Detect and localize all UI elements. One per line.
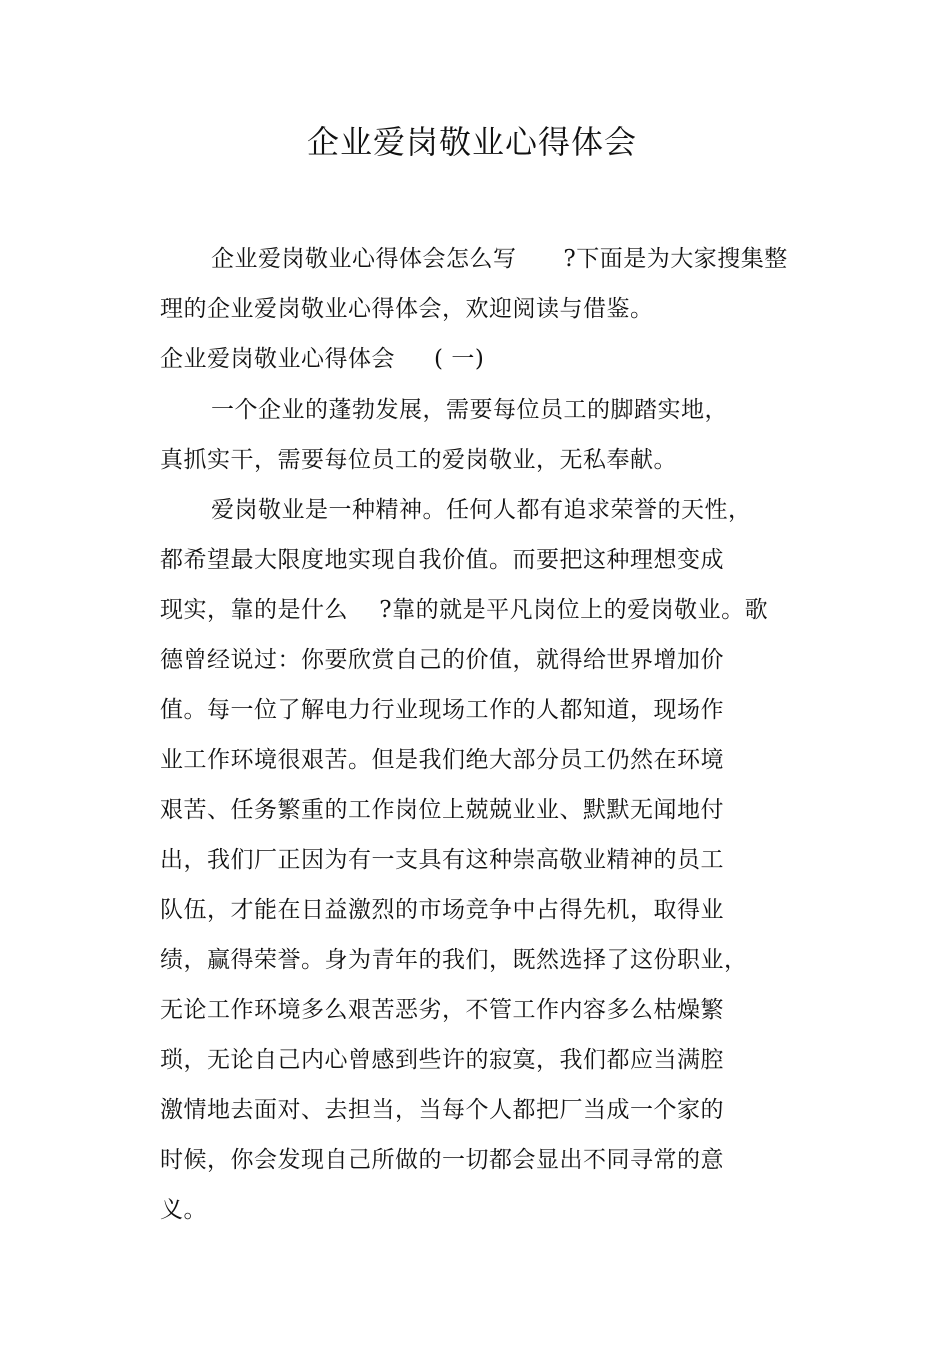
body-line-6: 爱岗敬业是一种精神。任何人都有追求荣誉的天性，: [211, 497, 752, 523]
body-line-11: 业工作环境很艰苦。但是我们绝大部分员工仍然在环境: [160, 747, 724, 773]
body-line-20: 义。: [160, 1197, 207, 1223]
body-line-10: 值。每一位了解电力行业现场工作的人都知道，现场作: [160, 697, 724, 723]
body-line-14: 队伍，才能在日益激烈的市场竞争中占得先机，取得业: [160, 897, 724, 923]
body-line-7: 都希望最大限度地实现自我价值。而要把这种理想变成: [160, 547, 724, 573]
body-line-12: 艰苦、任务繁重的工作岗位上兢兢业业、默默无闻地付: [160, 797, 724, 823]
body-line-5: 真抓实干，需要每位员工的爱岗敬业，无私奉献。: [160, 447, 677, 473]
body-line-13: 出，我们厂正因为有一支具有这种崇高敬业精神的员工: [160, 847, 724, 873]
body-line-8: 现实，靠的是什么 ?靠的就是平凡岗位上的爱岗敬业。歌: [160, 597, 769, 623]
body-line-17: 琐，无论自己内心曾感到些许的寂寞，我们都应当满腔: [160, 1047, 724, 1073]
body-line-15: 绩，赢得荣誉。身为青年的我们，既然选择了这份职业，: [160, 947, 748, 973]
body-line-9: 德曾经说过：你要欣赏自己的价值，就得给世界增加价: [160, 647, 724, 673]
body-line-1: 企业爱岗敬业心得体会怎么写 ?下面是为大家搜集整: [211, 246, 788, 272]
document-title: 企业爱岗敬业心得体会: [306, 123, 637, 161]
body-line-16: 无论工作环境多么艰苦恶劣，不管工作内容多么枯燥繁: [160, 997, 724, 1023]
section-heading: 企业爱岗敬业心得体会 ( 一): [160, 346, 485, 372]
body-line-18: 激情地去面对、去担当，当每个人都把厂当成一个家的: [160, 1097, 724, 1123]
body-line-2: 理的企业爱岗敬业心得体会，欢迎阅读与借鉴。: [160, 296, 654, 322]
body-line-4: 一个企业的蓬勃发展，需要每位员工的脚踏实地，: [211, 397, 728, 423]
body-line-19: 时候，你会发现自己所做的一切都会显出不同寻常的意: [160, 1147, 724, 1173]
